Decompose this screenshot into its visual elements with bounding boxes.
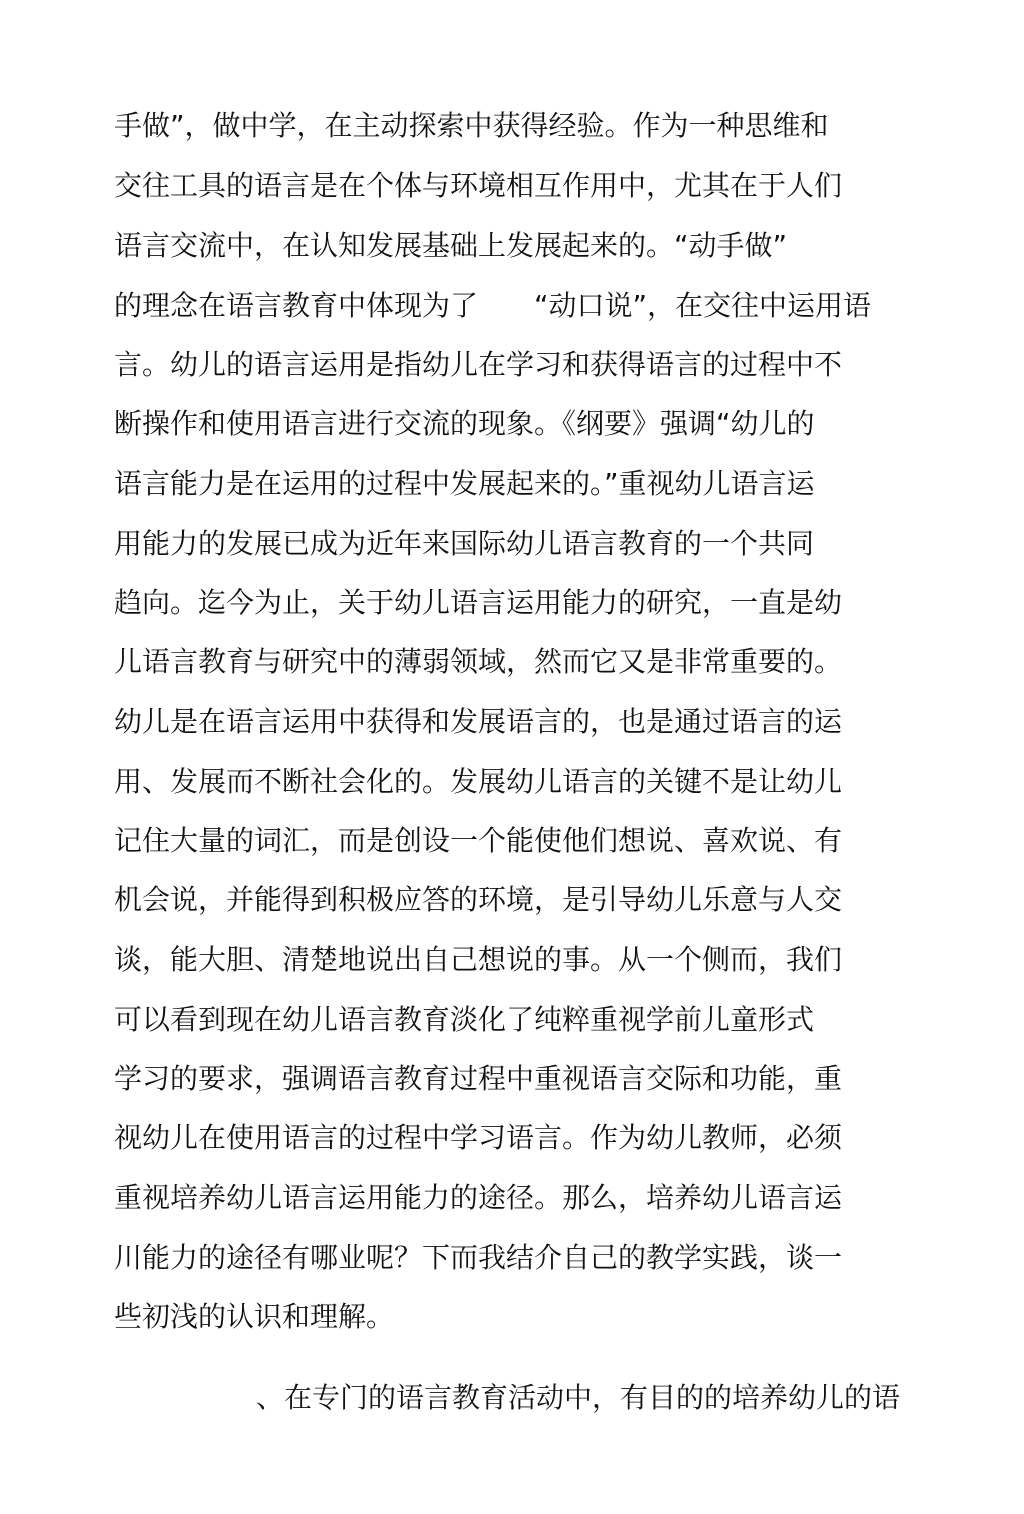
paragraph-line: 川能力的途径有哪业呢？下而我结介自己的教学实践，谈一 <box>114 1241 843 1274</box>
paragraph-line: 重视培养幼儿语言运用能力的途径。那么，培养幼儿语言运 <box>114 1181 843 1214</box>
paragraph-line: 用能力的发展已成为近年来国际幼儿语言教育的一个共同 <box>114 527 815 560</box>
paragraph-line: 断操作和使用语言进行交流的现象。《纲要》强调“幼儿的 <box>114 407 815 440</box>
paragraph-line: 手做”，做中学，在主动探索中获得经验。作为一种思维和 <box>114 109 829 142</box>
paragraph-line: 的理念在语言教育中体现为了 “动口说”，在交往中运用语 <box>114 289 872 322</box>
paragraph-line: 视幼儿在使用语言的过程中学习语言。作为幼儿教师，必须 <box>114 1121 843 1154</box>
paragraph-line: 机会说，并能得到积极应答的环境，是引导幼儿乐意与人交 <box>114 883 843 916</box>
paragraph-line: 用、发展而不断社会化的。发展幼儿语言的关键不是让幼儿 <box>114 765 843 798</box>
paragraph-line: 些初浅的认识和理解。 <box>114 1300 395 1333</box>
section-heading-line: 、在专门的语言教育活动中，有目的的培养幼儿的语 <box>256 1381 901 1414</box>
paragraph-line: 幼儿是在语言运用中获得和发展语言的，也是通过语言的运 <box>114 705 843 738</box>
paragraph-line: 交往工具的语言是在个体与环境相互作用中，尤其在于人们 <box>114 169 843 202</box>
paragraph-line: 可以看到现在幼儿语言教育淡化了纯粹重视学前儿童形式 <box>114 1003 815 1036</box>
paragraph-line: 言。幼儿的语言运用是指幼儿在学习和获得语言的过程中不 <box>114 348 843 381</box>
paragraph-line: 儿语言教育与研究中的薄弱领域，然而它又是非常重要的。 <box>114 645 843 678</box>
paragraph-line: 谈，能大胆、清楚地说出自己想说的事。从一个侧而，我们 <box>114 943 843 976</box>
paragraph-line: 记住大量的词汇，而是创设一个能使他们想说、喜欢说、有 <box>114 824 843 857</box>
paragraph-line: 趋向。迄今为止，关于幼儿语言运用能力的研究，一直是幼 <box>114 586 843 619</box>
paragraph-line: 语言交流中，在认知发展基础上发展起来的。“动手做” <box>114 229 788 262</box>
paragraph-line: 学习的要求，强调语言教育过程中重视语言交际和功能，重 <box>114 1062 843 1095</box>
paragraph-line: 语言能力是在运用的过程中发展起来的。”重视幼儿语言运 <box>114 467 815 500</box>
